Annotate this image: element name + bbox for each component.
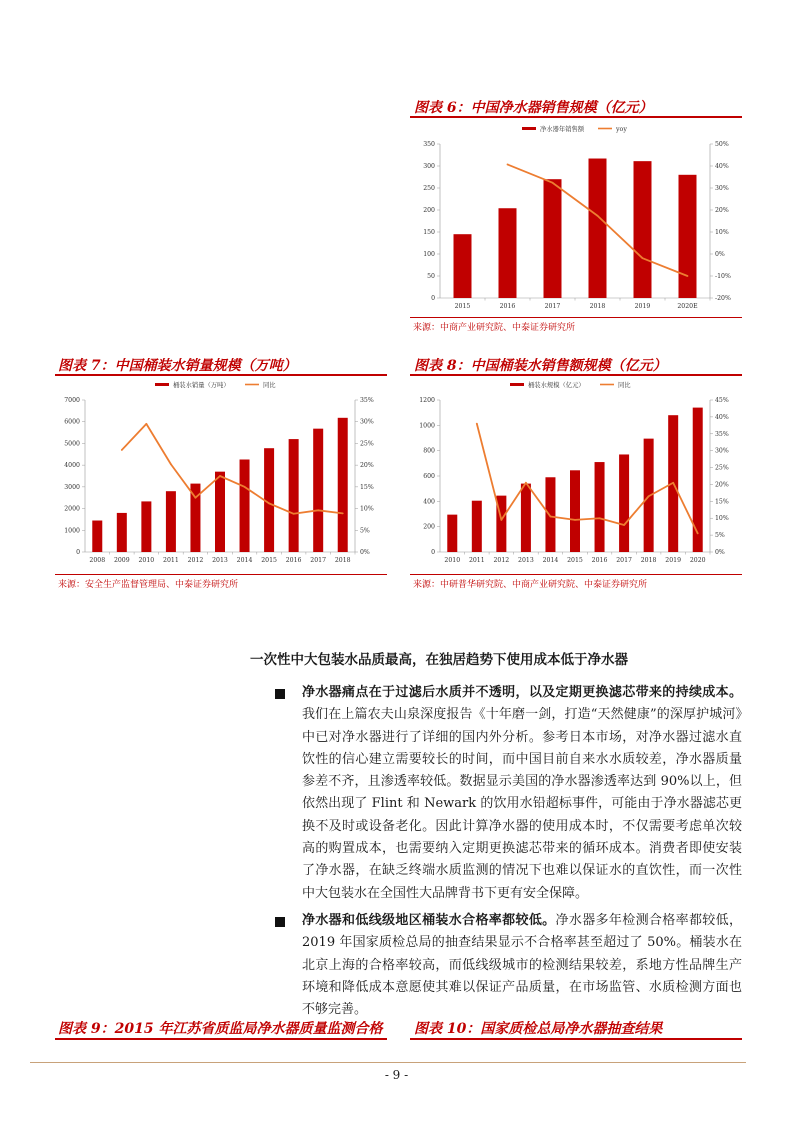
fig7-source: 来源：安全生产监督管理局、中泰证券研究所 [58,580,239,590]
y2-tick-label: 0% [360,549,370,556]
y2-tick-label: 40% [715,163,729,170]
yoy-point [500,519,502,521]
yoy-point [342,512,344,514]
bar [166,491,176,552]
x-tick-label: 2012 [493,557,510,564]
x-tick-label: 2010 [138,557,155,564]
fig8-source: 来源：中研普华研究院、中商产业研究院、中泰证券研究所 [413,580,648,590]
x-tick-label: 2009 [113,557,130,564]
fig9-title: 图表 9：2015 年江苏省质监局净水器质量监测合格 [58,1021,383,1037]
y2-tick-label: 20% [715,481,729,489]
fig6-source: 来源：中商产业研究院、中泰证券研究所 [413,323,576,333]
yoy-point [145,423,147,425]
y-tick-label: 100 [423,251,435,258]
y-tick-label: 3000 [64,483,80,491]
y2-tick-label: 30% [715,447,729,455]
x-tick-label: 2018 [334,557,351,564]
yoy-point [697,533,699,535]
y-tick-label: 600 [423,473,435,480]
fig8-bottom-rule [410,574,742,575]
paragraph-2-body: 净水器多年检测合格率都较低，2019 年国家质检总局的抽查结果显示不合格率甚至超过了 50%。桶装水在北京上海的合格率较高，而低线级城市的检测结果较差，系地方性品牌生产环境和降低成本意愿使其难以保证产品质量，在市场监管、水质检测方面也不够完善。 [302,913,742,1018]
x-tick-label: 2019 [665,557,682,564]
y-tick-label: 0 [431,549,435,556]
bar [240,459,250,552]
legend-line-label: yoy [616,126,627,133]
y2-tick-label: 15% [360,483,374,491]
yoy-point [623,524,625,526]
x-tick-label: 2017 [310,557,327,564]
yoy-point [599,517,601,519]
x-tick-label: 2017 [544,303,561,310]
bar [472,501,482,552]
yoy-point [648,495,650,497]
paragraph-1 [302,682,742,905]
yoy-point [552,182,554,184]
yoy-point [550,516,552,518]
y2-tick-label: 0% [715,251,725,258]
yoy-point [219,475,221,477]
bar [117,513,127,552]
fig8-chart-svg [410,376,742,574]
x-tick-label: 2015 [454,303,471,310]
x-tick-label: 2016 [591,557,608,564]
y-tick-label: 5000 [64,440,80,448]
fig6-chart [410,118,742,318]
y-tick-label: 300 [423,163,435,170]
y-tick-label: 150 [423,229,435,236]
fig7-chart [55,376,387,574]
x-tick-label: 2010 [444,557,461,564]
bar [545,477,555,552]
y2-tick-label: 20% [360,462,374,470]
section-heading: 一次性中大包装水品质最高，在独居趋势下使用成本低于净水器 [250,652,628,668]
bar [289,439,299,552]
yoy-point [195,497,197,499]
y2-tick-label: 40% [715,413,729,421]
legend-bar-swatch [155,383,169,386]
bar [570,470,580,552]
y2-tick-label: 25% [360,440,374,448]
bar [454,234,472,298]
y2-tick-label: 30% [360,418,374,426]
fig8-title: 图表 8：中国桶装水销售额规模（亿元） [414,358,667,374]
bullet-square-icon [275,917,285,927]
y2-tick-label: 5% [360,527,370,535]
x-tick-label: 2011 [163,557,179,564]
bar [141,501,151,552]
y-tick-label: 1000 [64,527,80,535]
y2-tick-label: 0% [715,549,725,556]
y-tick-label: 0 [76,549,80,556]
bar [215,472,225,552]
fig10-title-rule [410,1038,742,1040]
bar [679,175,697,298]
legend-bar-label: 桶装水销量（万吨） [173,382,230,389]
yoy-point [525,482,527,484]
legend-bar-swatch [522,127,536,130]
y2-tick-label: 10% [360,505,374,513]
y-tick-label: 350 [423,141,435,148]
x-tick-label: 2008 [89,557,106,564]
paragraph-1-lead: 净水器痛点在于过滤后水质并不透明，以及定期更换滤芯带来的持续成本。 [302,685,742,700]
bar [634,161,652,298]
x-tick-label: 2016 [499,303,516,310]
yoy-point [317,509,319,511]
legend-line-label: 同比 [618,382,631,389]
fig8-chart [410,376,742,574]
paragraph-2 [302,910,742,1021]
bar [619,454,629,552]
yoy-line [122,424,343,514]
bullet-square-icon [275,689,285,699]
bar [544,179,562,298]
y-tick-label: 200 [423,523,435,531]
y-tick-label: 1200 [419,397,435,404]
y2-tick-label: 35% [360,397,374,404]
yoy-point [507,164,509,166]
page-number: - 9 - [384,1068,409,1082]
bar [447,515,457,552]
paragraph-1-body: 我们在上篇农夫山泉深度报告《十年磨一剑，打造“天然健康”的深厚护城河》中已对净水器进行了详细的国内外分析。参考日本市场，对净水器过滤水直饮性的信心建立需要较长的时间，而中国目前自来水水质较差，净水器质量参差不齐，且渗透率较低。数据显示美国的净水器渗透率达到 90%以上，但依然出现了 Flint 和 Newark 的饮用水铅超标事件，可能由于净水器滤芯更换不及时或设备老化。因此计算净水器的使用成本时，不仅需要考虑单次较高的购置成本，也需要纳入定期更换滤芯带来的循环成本。消费者即使安装了净水器，在缺乏终端水质监测的情况下也难以保证水的直饮性，而一次性中大包装水在全国性大品牌背书下更有安全保障。 [302,707,742,901]
fig6-chart-svg [410,118,742,318]
x-tick-label: 2014 [542,557,559,564]
yoy-point [574,519,576,521]
y2-tick-label: 50% [715,141,729,148]
bar [313,429,323,552]
y-tick-label: 1000 [419,422,435,430]
x-tick-label: 2014 [236,557,253,564]
legend-line-label: 同比 [263,382,276,389]
x-tick-label: 2018 [589,303,606,310]
y-tick-label: 2000 [64,505,80,513]
bar [521,484,531,552]
x-tick-label: 2019 [634,303,651,310]
y-tick-label: 50 [427,273,435,280]
y2-tick-label: -20% [715,295,731,302]
legend-bar-label: 桶装水规模（亿元） [528,382,585,389]
x-tick-label: 2012 [187,557,204,564]
legend-bar-label: 净水器年销售额 [540,126,585,133]
fig7-chart-svg [55,376,387,574]
yoy-point [121,449,123,451]
y2-tick-label: 15% [715,498,729,506]
legend-bar-swatch [510,383,524,386]
y-tick-label: 800 [423,447,435,455]
y-tick-label: 7000 [64,397,80,404]
y2-tick-label: 10% [715,515,729,523]
x-tick-label: 2016 [285,557,302,564]
fig7-title: 图表 7：中国桶装水销量规模（万吨） [58,358,297,374]
y-tick-label: 250 [423,185,435,192]
yoy-point [672,482,674,484]
y2-tick-label: 45% [715,397,729,404]
y2-tick-label: 30% [715,185,729,192]
y2-tick-label: 20% [715,207,729,214]
fig9-title-rule [55,1038,387,1040]
y2-tick-label: 25% [715,464,729,472]
yoy-point [268,502,270,504]
paragraph-2-lead: 净水器和低线级地区桶装水合格率都较低。 [302,913,556,928]
yoy-point [476,423,478,425]
x-tick-label: 2020 [689,557,706,564]
x-tick-label: 2015 [261,557,277,564]
yoy-point [170,463,172,465]
bar [595,462,605,552]
yoy-line [477,424,698,534]
fig6-title: 图表 6：中国净水器销售规模（亿元） [414,100,653,116]
fig10-title: 图表 10：国家质检总局净水器抽查结果 [414,1021,663,1037]
fig7-bottom-rule [55,574,387,575]
x-tick-label: 2018 [640,557,657,564]
bar [693,408,703,552]
x-tick-label: 2011 [468,557,485,564]
y-tick-label: 0 [431,295,435,302]
y2-tick-label: 35% [715,430,729,438]
yoy-point [597,215,599,217]
x-tick-label: 2015 [567,557,583,564]
x-tick-label: 2020E [677,303,698,310]
x-tick-label: 2017 [616,557,632,564]
fig6-bottom-rule [410,317,742,318]
x-tick-label: 2013 [212,557,228,564]
yoy-point [642,257,644,259]
y-tick-label: 6000 [64,418,80,426]
yoy-point [244,486,246,488]
bar [338,418,348,552]
y2-tick-label: 10% [715,229,729,236]
footer-rule [30,1062,746,1063]
yoy-point [293,513,295,515]
y2-tick-label: 5% [715,532,725,540]
y-tick-label: 200 [423,207,435,214]
y2-tick-label: -10% [715,273,731,280]
bar [499,208,517,298]
y-tick-label: 400 [423,498,435,506]
y-tick-label: 4000 [64,462,80,470]
bar [92,521,102,552]
yoy-point [687,275,689,277]
x-tick-label: 2013 [518,557,534,564]
bar [589,159,607,298]
